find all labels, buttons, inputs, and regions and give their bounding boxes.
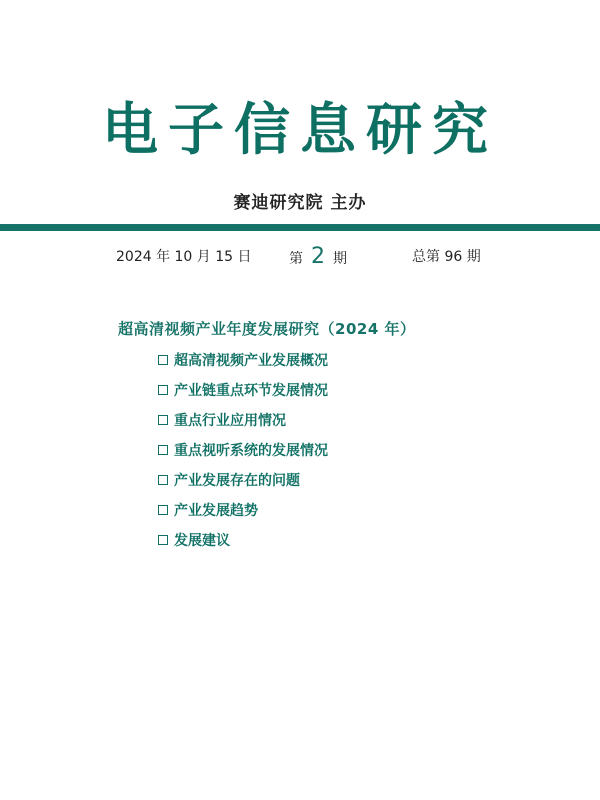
square-box-icon xyxy=(158,385,168,395)
square-box-icon xyxy=(158,475,168,485)
issue-number-prefix: 第 xyxy=(289,251,303,267)
toc-item xyxy=(158,470,328,500)
toc-item-label: 产业链重点环节发展情况 xyxy=(174,383,328,399)
issue-date: 2024 年 10 月 15 日 xyxy=(116,249,252,265)
square-box-icon xyxy=(158,355,168,365)
toc-item-label: 发展建议 xyxy=(174,533,230,549)
issue-number-value: 2 xyxy=(311,244,325,269)
toc-item xyxy=(158,350,328,380)
square-box-icon xyxy=(158,535,168,545)
issue-number-suffix: 期 xyxy=(333,251,347,267)
toc-item-label: 产业发展存在的问题 xyxy=(174,473,300,489)
report-title: 超高清视频产业年度发展研究（2024 年） xyxy=(118,320,416,338)
masthead-title: 电子信息研究 xyxy=(102,98,498,163)
toc-item xyxy=(158,410,328,440)
square-box-icon xyxy=(158,445,168,455)
toc-item xyxy=(158,500,328,530)
toc-item xyxy=(158,530,328,560)
header-rule xyxy=(0,224,600,231)
issue-number xyxy=(289,244,347,270)
toc-item-label: 超高清视频产业发展概况 xyxy=(174,353,328,369)
toc-item xyxy=(158,380,328,410)
sponsor-line: 赛迪研究院 主办 xyxy=(233,193,367,213)
toc-item-label: 重点视听系统的发展情况 xyxy=(174,443,328,459)
toc-item-label: 重点行业应用情况 xyxy=(174,413,286,429)
issue-total: 总第 96 期 xyxy=(412,249,481,265)
square-box-icon xyxy=(158,505,168,515)
toc-item-label: 产业发展趋势 xyxy=(174,503,258,519)
square-box-icon xyxy=(158,415,168,425)
table-of-contents xyxy=(158,350,328,560)
toc-item xyxy=(158,440,328,470)
